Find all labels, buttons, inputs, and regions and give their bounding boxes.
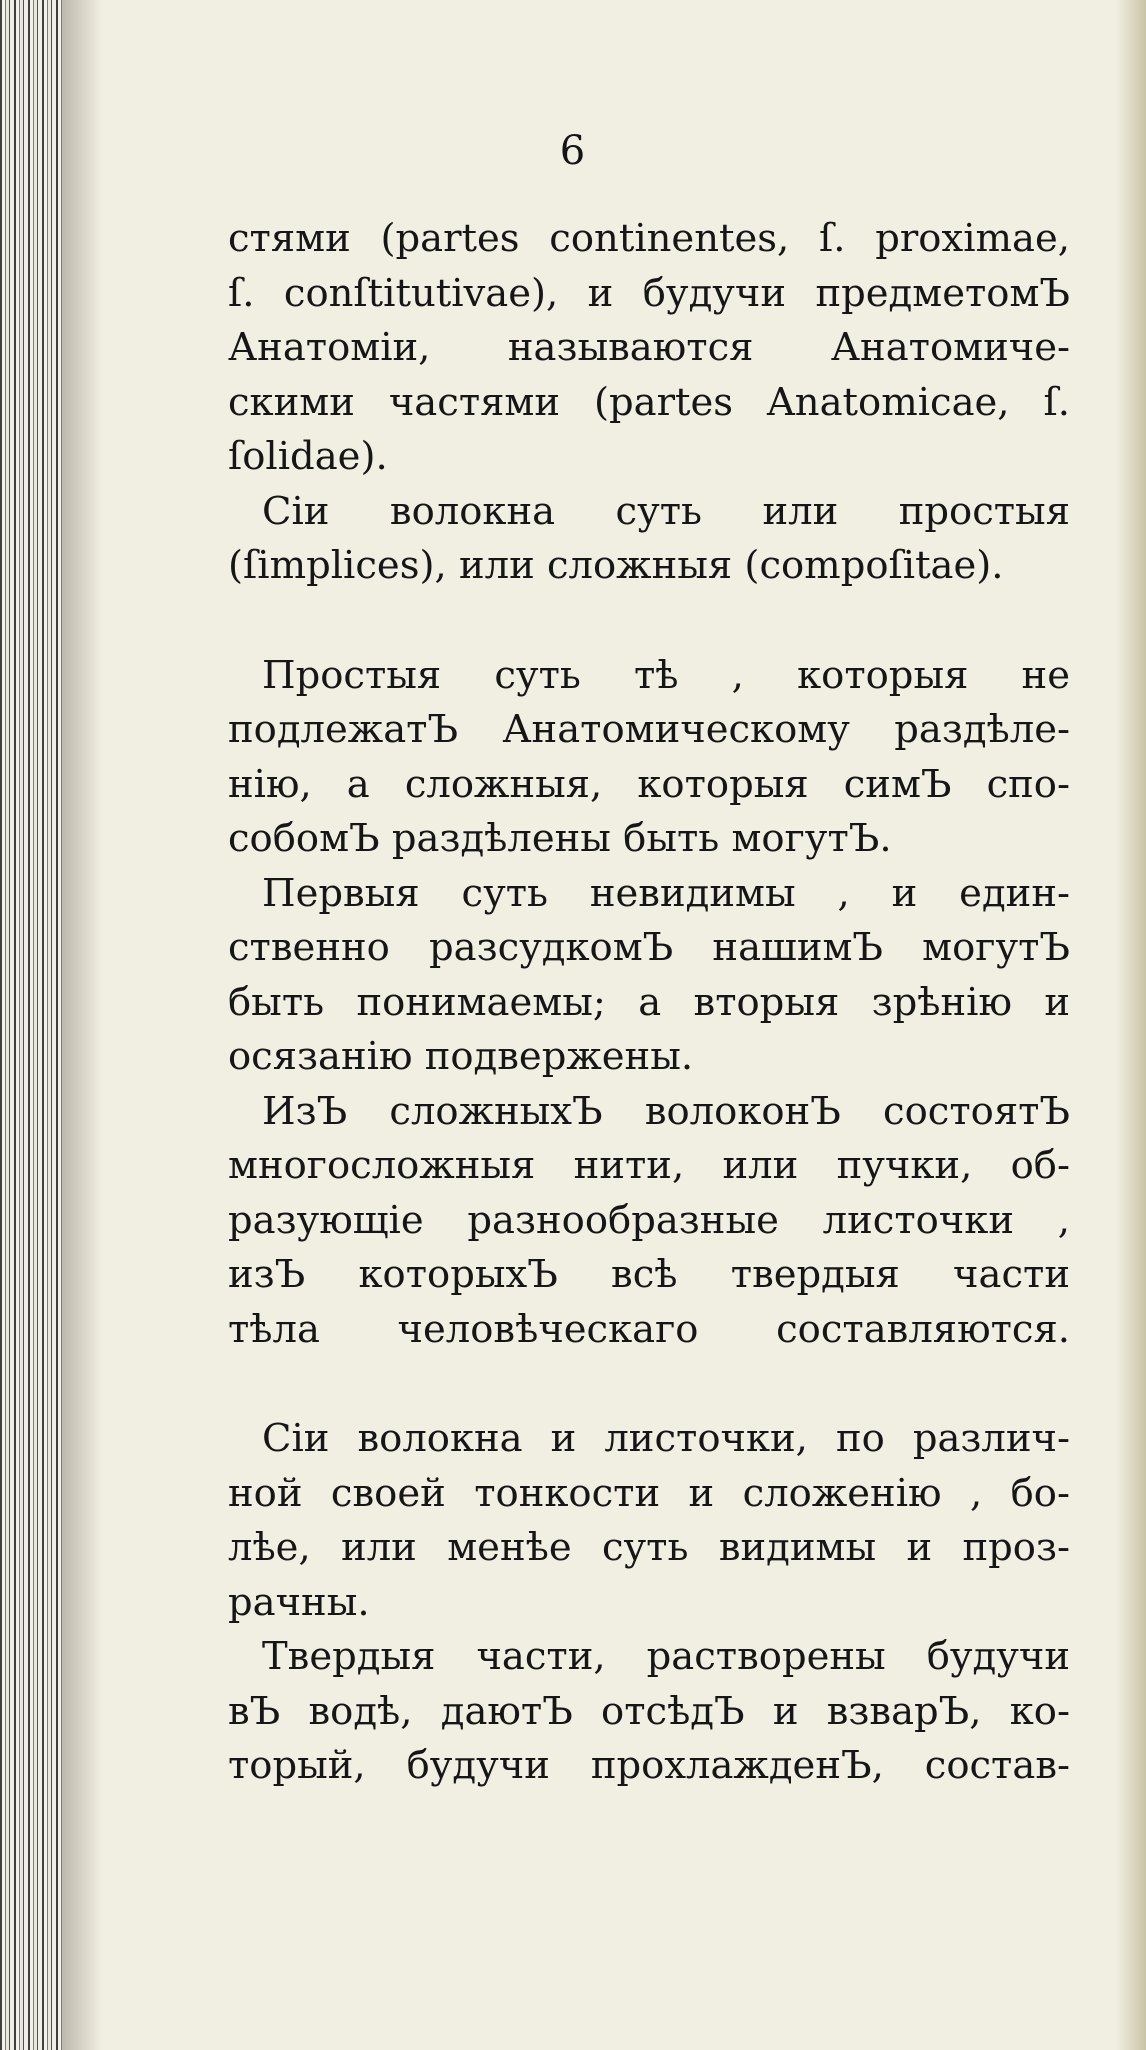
text-line: многосложныя нити, или пучки, об- (228, 1143, 1070, 1188)
text-line: торый, будучи прохлажденЪ, состав- (228, 1743, 1070, 1788)
text-line: ſolidae). (228, 434, 388, 479)
paragraph (228, 867, 1070, 1085)
paragraph (228, 1085, 1070, 1358)
text-line: ственно разсудкомЪ нашимЪ могутЪ (228, 925, 1070, 970)
text-line: осязанію подвержены. (228, 1034, 694, 1079)
text-line: лѣе, или менѣе суть видимы и проз- (228, 1525, 1070, 1570)
text-line: Простыя суть тѣ , которыя не (262, 652, 1070, 698)
text-line: Анатоміи, называются Анатомиче- (228, 325, 1070, 370)
text-line: вЪ водѣ, даютЪ отсѣдЪ и взварЪ, ко- (228, 1688, 1070, 1734)
text-line: Сіи волокна суть или простыя (262, 488, 1070, 534)
binding-shadow (62, 0, 102, 2050)
text-line: тѣла человѣческаго составляются. (228, 1306, 1070, 1352)
text-line: подлежатЪ Анатомическому раздѣле- (228, 707, 1070, 752)
paragraph (228, 212, 1070, 485)
page-number: 6 (559, 128, 587, 174)
paragraph (228, 1630, 1070, 1794)
section-gap (228, 1357, 1070, 1412)
text-line: собомЪ раздѣлены быть могутЪ. (228, 816, 892, 861)
text-line: быть понимаемы; а вторыя зрѣнію и (228, 979, 1070, 1025)
text-line: Первыя суть невидимы , и един- (262, 870, 1070, 916)
paragraph (228, 485, 1070, 594)
text-line: ИзЪ сложныхЪ волоконЪ состоятЪ (262, 1088, 1070, 1134)
text-line: Сіи волокна и листочки, по различ- (262, 1416, 1070, 1461)
text-line: стями (partes continentes, ſ. proximae, (228, 216, 1070, 261)
text-line: скими частями (partes Anatomicae, ſ. (228, 379, 1070, 425)
text-line: изЪ которыхЪ всѣ твердыя части (228, 1252, 1070, 1297)
text-line: ной своей тонкости и сложенію , бо- (228, 1470, 1070, 1516)
body-text (228, 212, 1070, 1794)
text-line: Твердыя части, растворены будучи (262, 1634, 1070, 1679)
text-line: рачны. (228, 1579, 370, 1625)
paragraph (228, 649, 1070, 867)
section-gap (228, 594, 1070, 649)
text-line: ſ. conſtitutivae), и будучи предметомЪ (228, 270, 1070, 316)
binding-edge (0, 0, 62, 2050)
text-line: (ſimplices), или сложныя (compoſitae). (228, 543, 1004, 588)
page-edge-shading (1116, 0, 1146, 2050)
paragraph (228, 1412, 1070, 1630)
text-line: разующіе разнообразные листочки , (228, 1197, 1070, 1243)
text-line: нію, а сложныя, которыя симЪ спо- (228, 761, 1070, 807)
